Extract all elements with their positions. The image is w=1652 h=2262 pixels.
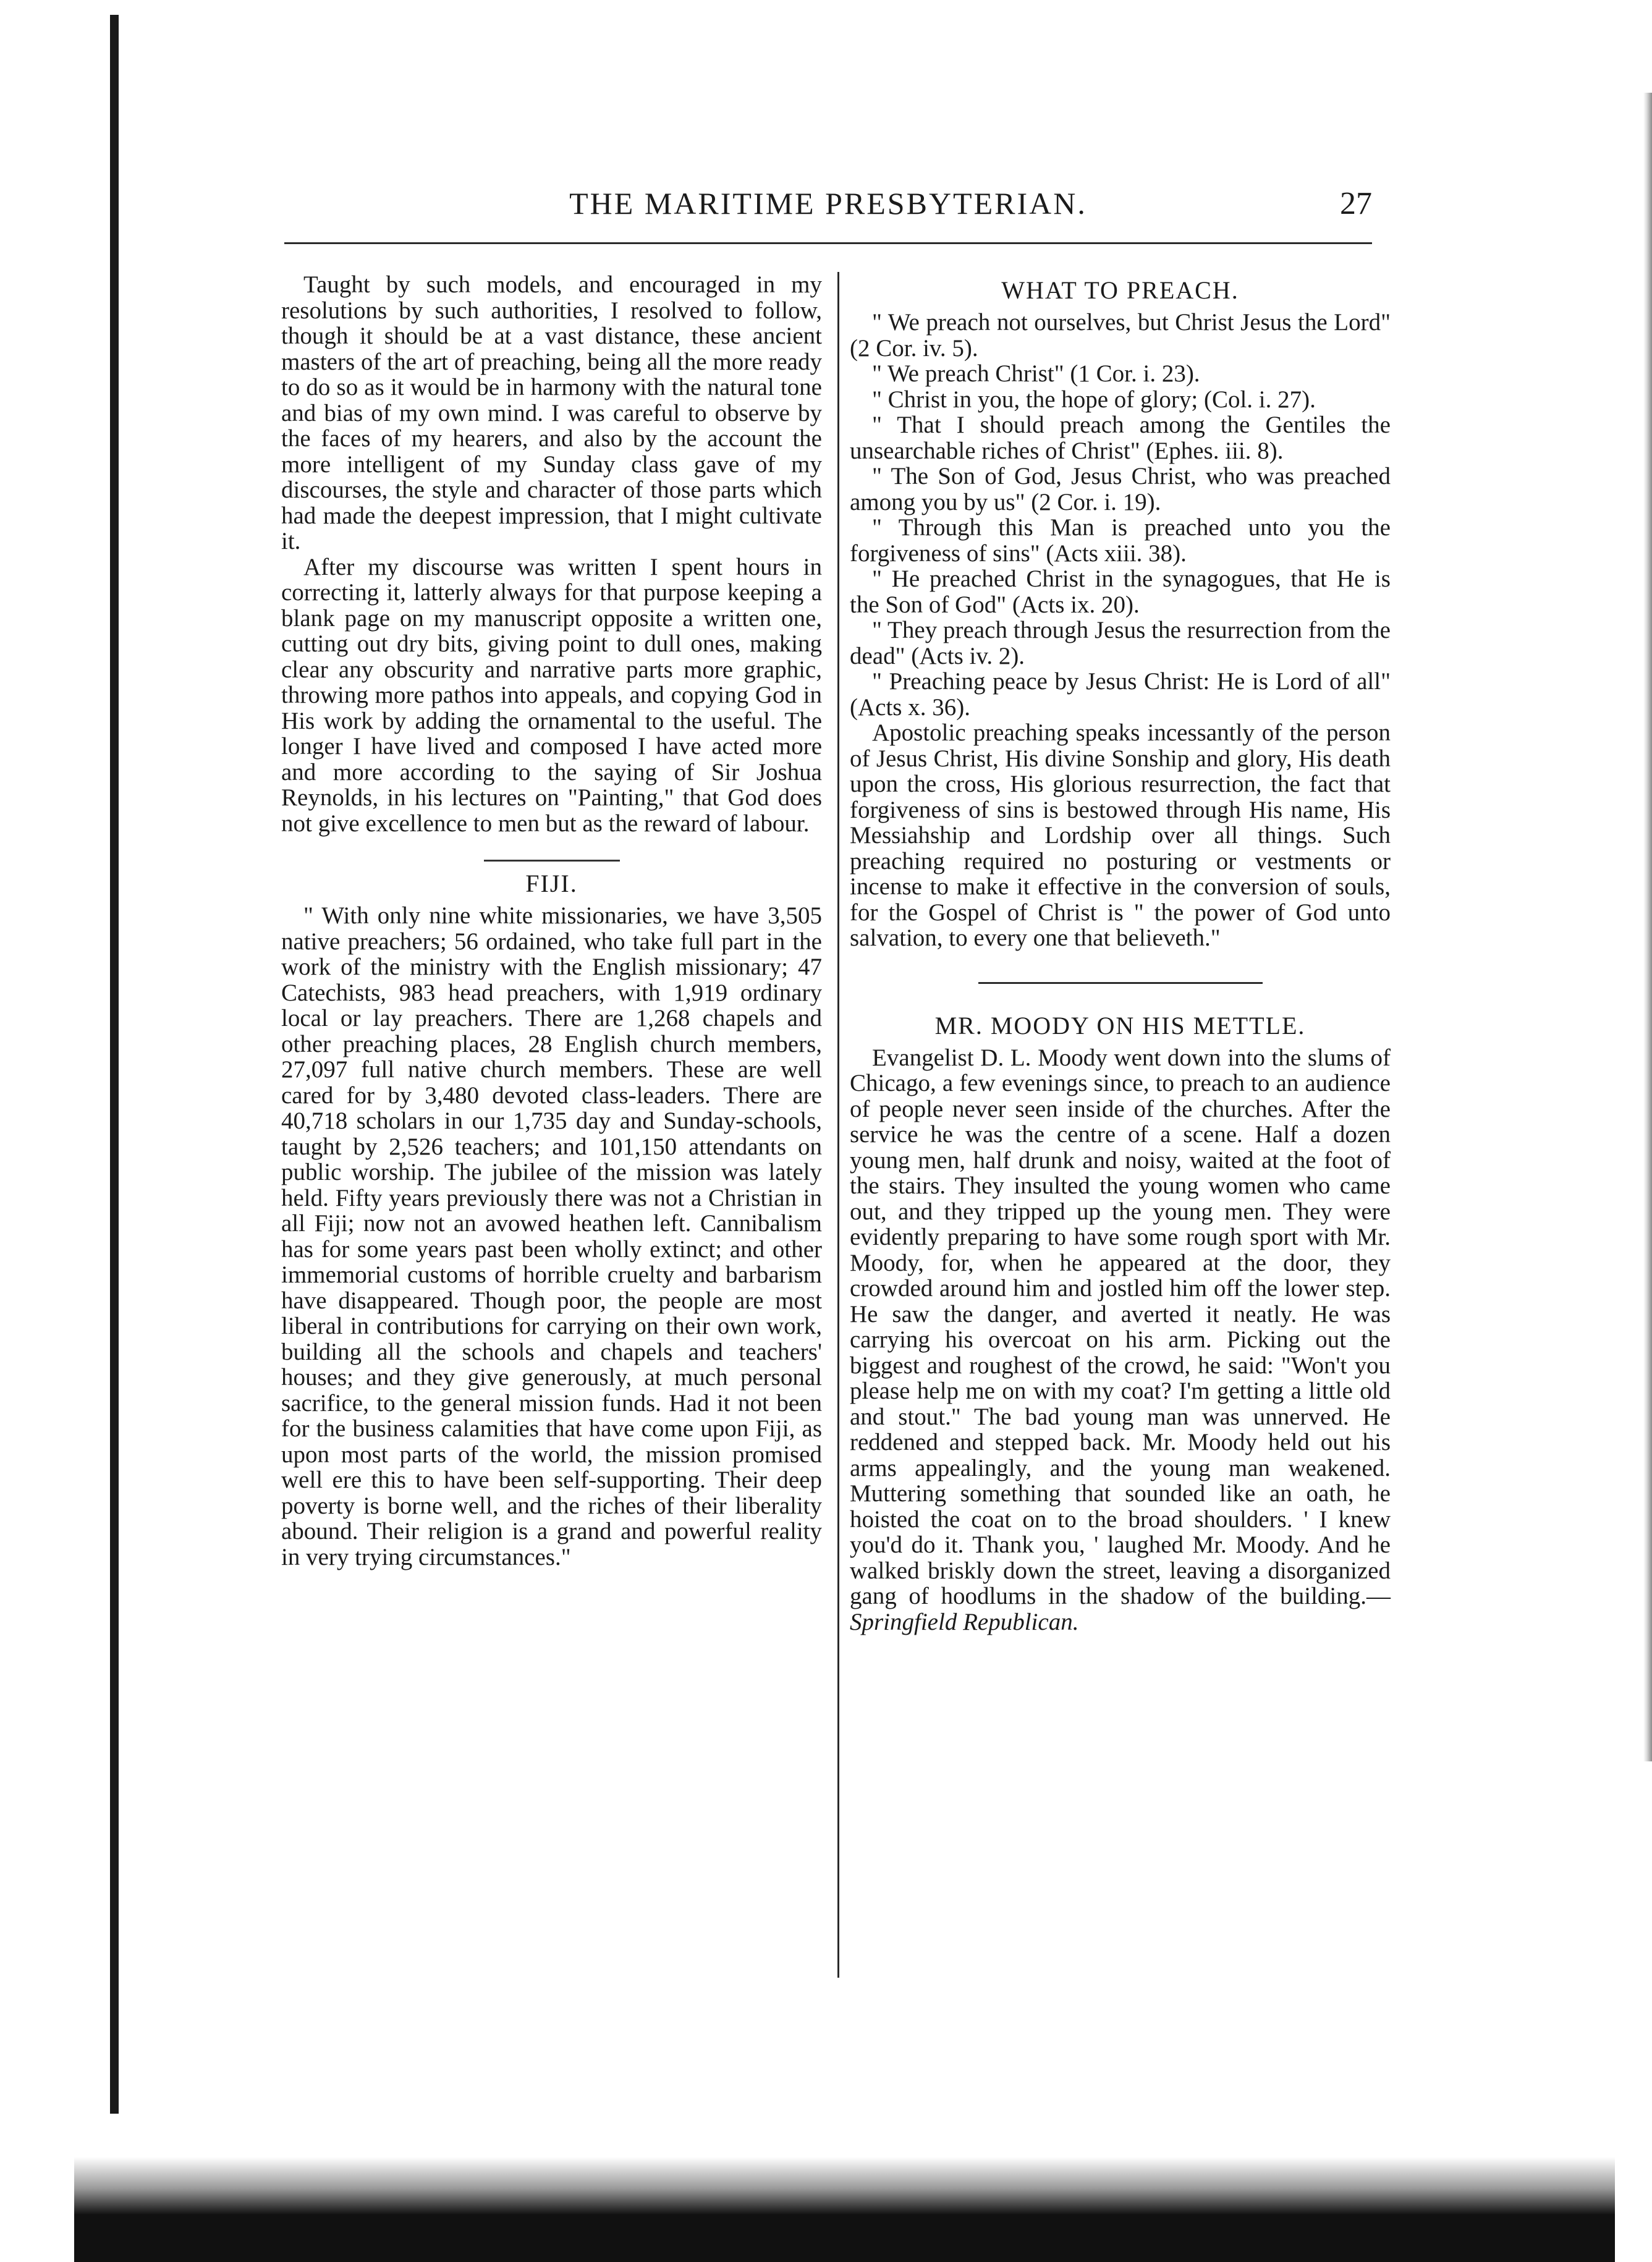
section-rule — [978, 982, 1263, 984]
scripture-quote: " He preached Christ in the synagogues, that He is the Son of God" (Acts ix. 20). — [850, 566, 1391, 618]
fiji-paragraph: " With only nine white missionaries, we have 3,505 native preachers; 56 ordained, who take full part in the work of the ministry with the English missionary; 47 Catechists, 983 head preachers, with 1,919 ordinary local or lay preachers. There are 1,268 chapels and other preaching places, 28 English church members, 27,097 full native church members. These are well cared for by 3,480 devoted class-leaders. There are 40,718 scholars in our 1,735 day and Sunday-schools, taught by 2,526 teachers; and 101,150 attendants on public worship. The jubilee of the mission was lately held. Fifty years previously there was not a Christian in all Fiji; now not an avowed heathen left. Cannibalism has for some years past been wholly extinct; and other immemorial customs of horrible cruelty and barbarism have disappeared. Though poor, the people are most liberal in contributions for carrying on their own work, building all the schools and chapels and teachers' houses; and they give generously, at much personal sacrifice, to the general mission funds. Had it not been for the business calamities that have come upon Fiji, as upon most parts of the world, the mission promised well ere this to have been self-supporting. Their deep poverty is borne well, and the riches of their liberality abound. Their religion is a grand and powerful reality in very trying circumstances." — [281, 902, 822, 1570]
scripture-quote: " They preach through Jesus the resurrection from the dead" (Acts iv. 2). — [850, 617, 1391, 669]
scan-binding-edge — [110, 0, 119, 2114]
section-heading-what-to-preach: WHAT TO PREACH. — [1001, 276, 1239, 304]
moody-paragraph — [850, 1045, 1391, 1635]
scripture-quote: " We preach not ourselves, but Christ Jesus the Lord" (2 Cor. iv. 5). — [850, 309, 1391, 362]
section-divider — [484, 860, 620, 862]
running-head — [284, 185, 1372, 235]
body-paragraph: After my discourse was written I spent hours in correcting it, latterly always for that purpose keeping a blank page on my manuscript opposite a written one, cutting out dry bits, giving point to dull ones, making clear any obscurity and narrative parts more graphic, throwing more pathos into appeals, and copying God in His work by adding the ornamental to the useful. The longer I have lived and composed I have acted more and more according to the saying of Sir Joshua Reynolds, in his lectures on "Painting," that God does not give excellence to men but as the reward of labour. — [281, 553, 822, 837]
header-rule — [284, 242, 1372, 244]
scripture-quote: " Preaching peace by Jesus Christ: He is Lord of all" (Acts x. 36). — [850, 668, 1391, 721]
body-paragraph: Taught by such models, and encouraged in my resolutions by such authorities, I resolved to follow, though it should be at a vast distance, these ancient masters of the art of preaching, being all the more ready to do so as it would be in harmony with the natural tone and bias of my own mind. I was careful to observe by the faces of my hearers, and also by the account the more intelligent of my Sunday class gave of my discourses, the style and character of those parts which had made the deepest impression, that I might cultivate it. — [281, 271, 822, 554]
scan-right-edge-shadow — [1643, 93, 1652, 1761]
scripture-quote: " That I should preach among the Gentiles the unsearchable riches of Christ" (Ephes. iii. 8). — [850, 412, 1391, 464]
scripture-quote: " The Son of God, Jesus Christ, who was preached among you by us" (2 Cor. i. 19). — [850, 463, 1391, 515]
body-paragraph: Apostolic preaching speaks incessantly of the person of Jesus Christ, His divine Sonship and glory, His death upon the cross, His glorious resurrection, the fact that forgiveness of sins is bestowed through His name, His Messiahship and Lordship over all things. Such preaching required no posturing or vestments or incense to make it effective in the conversion of souls, for the Gospel of Christ is " the power of God unto salvation, to every one that believeth." — [850, 719, 1391, 951]
running-title: THE MARITIME PRESBYTERIAN. — [569, 186, 1087, 221]
column-divider-rule — [837, 272, 839, 1978]
right-column — [850, 272, 1391, 1635]
scripture-quote: " Christ in you, the hope of glory; (Col. i. 27). — [872, 386, 1316, 413]
section-heading-fiji: FIJI. — [525, 870, 578, 897]
source-attribution: Springfield Republican. — [850, 1608, 1079, 1635]
scripture-quote: " Through this Man is preached unto you the forgiveness of sins" (Acts xiii. 38). — [850, 514, 1391, 567]
scripture-quote: " We preach Christ" (1 Cor. i. 23). — [872, 360, 1200, 387]
moody-text: Evangelist D. L. Moody went down into the slums of Chicago, a few evenings since, to preach to an audience of people never seen inside of the churches. After the service he was the centre of a scene. Half a dozen young men, half drunk and noisy, waited at the foot of the stairs. They insulted the young women who came out, and they tripped up the young men. They were evidently preparing to have some rough sport with Mr. Moody, for, when he appeared at the door, they crowded around him and jostled him off the lower step. He saw the danger, and averted it neatly. He was carrying his overcoat on his arm. Picking out the biggest and roughest of the crowd, he said: "Won't you please help me on with my coat? I'm getting a little old and stout." The bad young man was unnerved. He reddened and stepped back. Mr. Moody held out his arms appealingly, and the young man weakened. Muttering something that sounded like an oath, he hoisted the coat on to the broad shoulders. ' I knew you'd do it. Thank you, ' laughed Mr. Moody. And he walked briskly down the street, leaving a disorganized gang of hoodlums in the shadow of the building.— — [850, 1044, 1391, 1609]
scan-bottom-edge — [74, 2157, 1615, 2262]
page-number: 27 — [1340, 186, 1372, 221]
scan-edge-gap — [110, 0, 119, 15]
left-column — [281, 272, 822, 1570]
section-heading-moody: MR. MOODY ON HIS METTLE. — [934, 1011, 1306, 1040]
